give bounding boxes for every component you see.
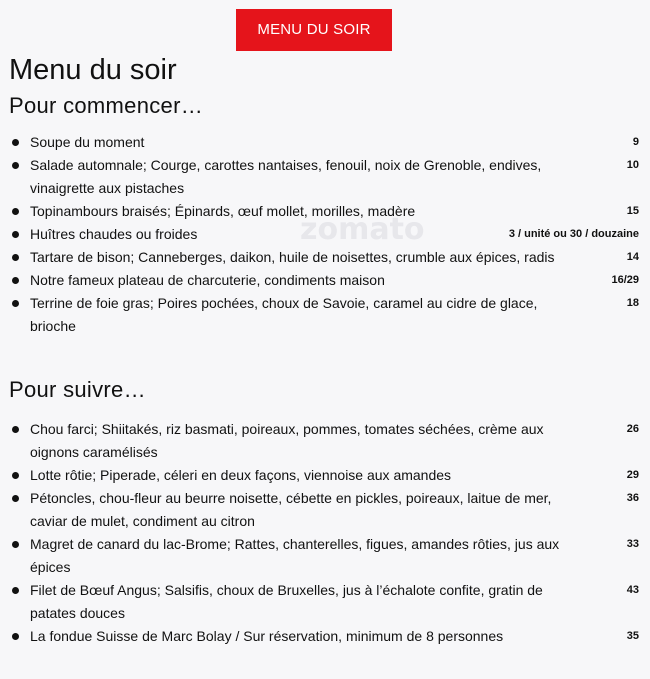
bullet-icon (12, 208, 19, 215)
menu-item (0, 154, 650, 200)
menu-item-price: 14 (626, 251, 639, 263)
menu-item-price: 18 (626, 297, 639, 309)
bullet-icon (12, 139, 19, 146)
starters-list (0, 131, 650, 338)
menu-item (0, 625, 650, 648)
bullet-icon (12, 541, 19, 548)
menu-item-price: 36 (626, 492, 639, 504)
menu-item-description: Pétoncles, chou-fleur au beurre noisette, cébette en pickles, poireaux, laitue de mer, caviar de mulet, condiment au citron (30, 490, 552, 529)
menu-item-description: Notre fameux plateau de charcuterie, condiments maison (30, 272, 385, 288)
bullet-icon (12, 300, 19, 307)
menu-item-description: Filet de Bœuf Angus; Salsifis, choux de Bruxelles, jus à l’échalote confite, gratin de patates douces (30, 582, 543, 621)
menu-item-price: 29 (626, 469, 639, 481)
menu-item-price: 16/29 (611, 274, 639, 286)
menu-item-description: Terrine de foie gras; Poires pochées, choux de Savoie, caramel au cidre de glace, brioche (30, 295, 538, 334)
menu-item-price: 33 (626, 538, 639, 550)
bullet-icon (12, 426, 19, 433)
menu-item (0, 418, 650, 464)
menu-item (0, 487, 650, 533)
menu-item-description: Magret de canard du lac-Brome; Rattes, chanterelles, figues, amandes rôties, jus aux épices (30, 536, 560, 575)
section-title-starters: Pour commencer… (9, 93, 204, 118)
bullet-icon (12, 162, 19, 169)
menu-item (0, 223, 650, 246)
bullet-icon (12, 495, 19, 502)
page-title: Menu du soir (9, 54, 177, 86)
menu-item (0, 579, 650, 625)
menu-item (0, 533, 650, 579)
menu-du-soir-button[interactable]: MENU DU SOIR (236, 9, 392, 51)
zomato-watermark: zomato (300, 212, 425, 247)
section-title-mains: Pour suivre… (9, 377, 146, 402)
menu-item-price: 35 (626, 630, 639, 642)
menu-item-price: 10 (626, 159, 639, 171)
bullet-icon (12, 587, 19, 594)
menu-item-description: Chou farci; Shiitakés, riz basmati, poireaux, pommes, tomates séchées, crème aux oignons caramélisés (30, 421, 544, 460)
menu-item (0, 246, 650, 269)
bullet-icon (12, 231, 19, 238)
bullet-icon (12, 254, 19, 261)
menu-item-description: Soupe du moment (30, 134, 145, 150)
menu-item (0, 292, 650, 338)
menu-item-price: 3 / unité ou 30 / douzaine (508, 228, 639, 240)
bullet-icon (12, 277, 19, 284)
menu-item-description: Huîtres chaudes ou froides (30, 226, 198, 242)
menu-item-description: Topinambours braisés; Épinards, œuf mollet, morilles, madère (30, 203, 416, 219)
menu-item-description: Tartare de bison; Canneberges, daikon, huile de noisettes, crumble aux épices, radis (30, 249, 555, 265)
menu-item-price: 15 (626, 205, 639, 217)
menu-item-description: La fondue Suisse de Marc Bolay / Sur réservation, minimum de 8 personnes (30, 628, 504, 644)
menu-item-description: Salade automnale; Courge, carottes nantaises, fenouil, noix de Grenoble, endives, vinaigrette aux pistaches (30, 157, 542, 196)
menu-item-price: 9 (632, 136, 639, 148)
menu-item-price: 43 (626, 584, 639, 596)
menu-item (0, 131, 650, 154)
menu-item (0, 269, 650, 292)
bullet-icon (12, 633, 19, 640)
menu-item (0, 464, 650, 487)
menu-item-price: 26 (626, 423, 639, 435)
mains-list (0, 418, 650, 648)
menu-item (0, 200, 650, 223)
menu-item-description: Lotte rôtie; Piperade, céleri en deux façons, viennoise aux amandes (30, 467, 452, 483)
bullet-icon (12, 472, 19, 479)
